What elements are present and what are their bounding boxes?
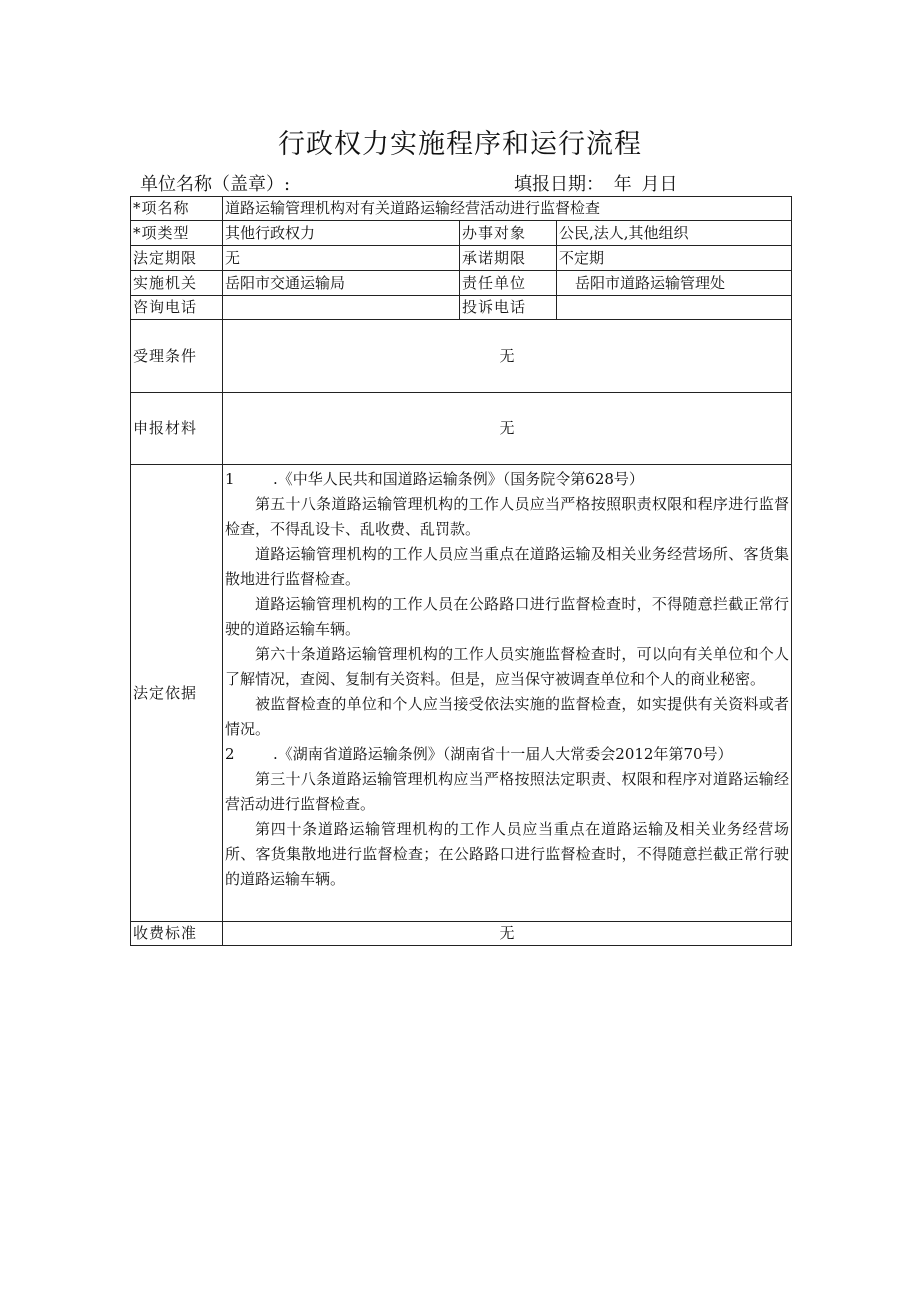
target-party-value: 公民,法人,其他组织 — [557, 221, 792, 246]
basis-paragraph: 第三十八条道路运输管理机构应当严格按照法定职责、权限和程序对道路运输经营活动进行监督检查。 — [225, 770, 789, 813]
page-title: 行政权力实施程序和运行流程 — [278, 129, 642, 160]
responsible-unit-label: 责任单位 — [460, 271, 557, 296]
materials-label: 申报材料 — [131, 393, 223, 465]
reference-2-number: 2 — [225, 745, 235, 763]
row-phone — [131, 296, 792, 320]
conditions-value: 无 — [223, 320, 792, 393]
fill-date-label: 填报日期： 年 月日 — [514, 174, 678, 195]
target-party-label: 办事对象 — [460, 221, 557, 246]
row-legal-term — [131, 246, 792, 271]
procedure-form-table — [130, 196, 792, 946]
responsible-unit-value: 岳阳市道路运输管理处 — [557, 271, 792, 296]
legal-term-label: 法定期限 — [131, 246, 223, 271]
item-name-value: 道路运输管理机构对有关道路运输经营活动进行监督检查 — [223, 197, 792, 221]
complaint-phone-value — [557, 296, 792, 320]
item-type-value: 其他行政权力 — [223, 221, 460, 246]
item-name-label: *项名称 — [131, 197, 223, 221]
basis-paragraph: 道路运输管理机构的工作人员在公路路口进行监督检查时，不得随意拦截正常行驶的道路运输车辆。 — [225, 595, 789, 638]
fee-standard-label: 收费标准 — [131, 922, 223, 946]
row-materials — [131, 393, 792, 465]
legal-basis-content — [223, 465, 792, 922]
basis-paragraph: 第五十八条道路运输管理机构的工作人员应当严格按照职责权限和程序进行监督检查，不得乱设卡、乱收费、乱罚款。 — [225, 495, 789, 538]
agency-value: 岳阳市交通运输局 — [223, 271, 460, 296]
item-type-label: *项类型 — [131, 221, 223, 246]
agency-label: 实施机关 — [131, 271, 223, 296]
fee-standard-value: 无 — [223, 922, 792, 946]
basis-paragraph: 被监督检查的单位和个人应当接受依法实施的监督检查，如实提供有关资料或者情况。 — [225, 695, 789, 738]
conditions-label: 受理条件 — [131, 320, 223, 393]
row-agency — [131, 271, 792, 296]
basis-paragraph: 第四十条道路运输管理机构的工作人员应当重点在道路运输及相关业务经营场所、客货集散地进行监督检查；在公路路口进行监督检查时，不得随意拦截正常行驶的道路运输车辆。 — [225, 820, 789, 888]
promised-term-value: 不定期 — [557, 246, 792, 271]
legal-term-value: 无 — [223, 246, 460, 271]
reference-2 — [225, 742, 789, 767]
row-conditions — [131, 320, 792, 393]
promised-term-label: 承诺期限 — [460, 246, 557, 271]
inquiry-phone-value — [223, 296, 460, 320]
unit-name-label: 单位名称（盖章）: — [140, 174, 291, 195]
reference-1-number: 1 — [225, 470, 235, 488]
reference-1-title: .《中华人民共和国道路运输条例》（国务院令第628号） — [273, 470, 644, 488]
row-legal-basis — [131, 465, 792, 922]
row-item-type — [131, 221, 792, 246]
reference-1 — [225, 467, 789, 492]
row-item-name — [131, 197, 792, 221]
basis-paragraph: 第六十条道路运输管理机构的工作人员实施监督检查时，可以向有关单位和个人了解情况，查阅、复制有关资料。但是，应当保守被调查单位和个人的商业秘密。 — [225, 645, 789, 688]
inquiry-phone-label: 咨询电话 — [131, 296, 223, 320]
row-fees — [131, 922, 792, 946]
basis-paragraph: 道路运输管理机构的工作人员应当重点在道路运输及相关业务经营场所、客货集散地进行监督检查。 — [225, 545, 789, 588]
materials-value: 无 — [223, 393, 792, 465]
legal-basis-label: 法定依据 — [131, 465, 223, 922]
reference-2-title: .《湖南省道路运输条例》（湖南省十一届人大常委会2012年第70号） — [273, 745, 733, 763]
complaint-phone-label: 投诉电话 — [460, 296, 557, 320]
